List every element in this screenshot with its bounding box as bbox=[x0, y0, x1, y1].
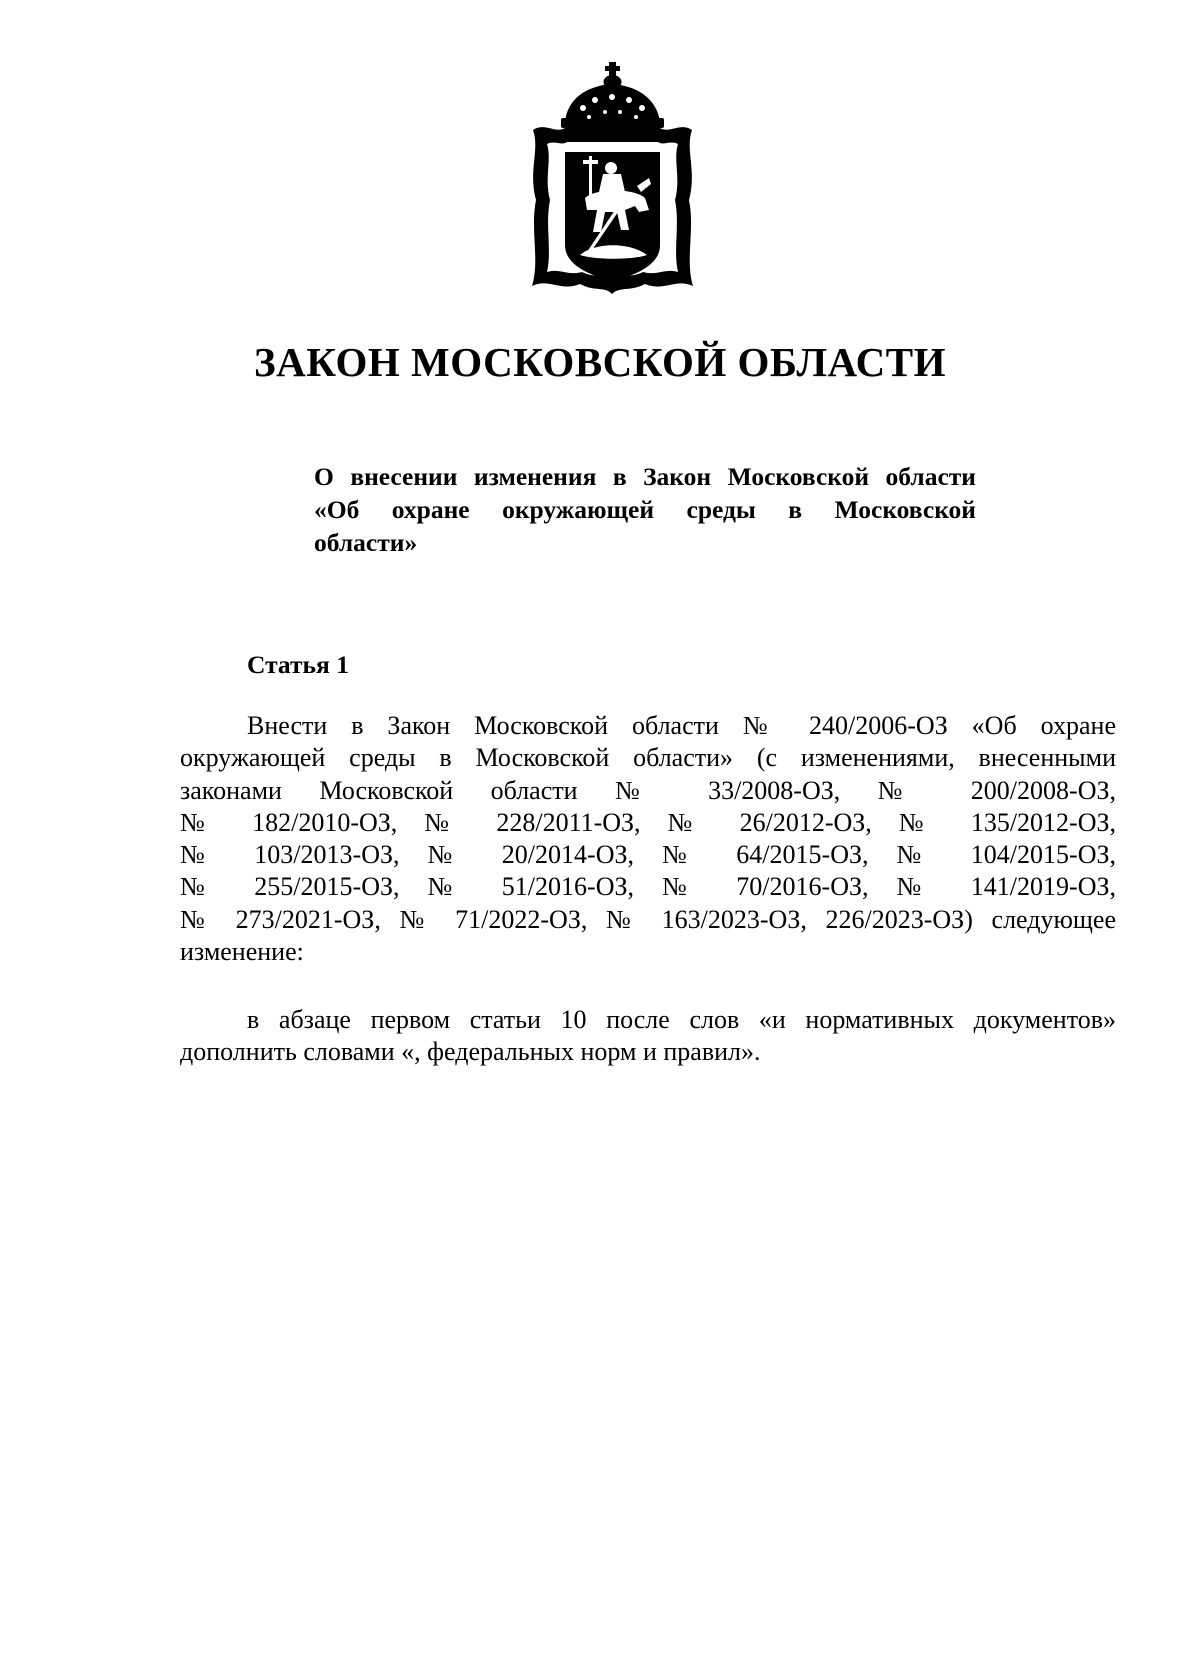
paragraph-line: законами Московской области № 33/2008-ОЗ, № 200/2008-ОЗ, bbox=[180, 775, 1116, 805]
paragraph-line: № 182/2010-ОЗ, № 228/2011-ОЗ, № 26/2012-ОЗ, № 135/2012-ОЗ, bbox=[180, 807, 1116, 837]
article-paragraph bbox=[180, 1004, 1116, 1069]
paragraph-line: в абзаце первом статьи 10 после слов «и нормативных документов» bbox=[247, 1005, 1116, 1034]
paragraph-line: № 103/2013-ОЗ, № 20/2014-ОЗ, № 64/2015-ОЗ, № 104/2015-ОЗ, bbox=[180, 840, 1116, 870]
paragraph-line: Внести в Закон Московской области № 240/2006-ОЗ «Об охране bbox=[247, 711, 1116, 740]
paragraph-line: дополнить словами «, федеральных норм и правил». bbox=[180, 1037, 761, 1067]
law-subject bbox=[314, 460, 976, 559]
paragraph-line: изменение: bbox=[180, 937, 304, 967]
subject-line: О внесении изменения в Закон Московской области bbox=[314, 462, 976, 491]
coat-of-arms-icon bbox=[525, 60, 700, 296]
law-title: ЗАКОН МОСКОВСКОЙ ОБЛАСТИ bbox=[254, 339, 946, 385]
subject-line: «Об охране окружающей среды в Московской bbox=[314, 495, 976, 524]
paragraph-line: окружающей среды в Московской области» (с изменениями, внесенными bbox=[180, 743, 1116, 773]
subject-line: области» bbox=[314, 528, 418, 557]
paragraph-line: № 255/2015-ОЗ, № 51/2016-ОЗ, № 70/2016-ОЗ, № 141/2019-ОЗ, bbox=[180, 872, 1116, 902]
article-paragraph bbox=[180, 710, 1116, 968]
article-heading: Статья 1 bbox=[247, 650, 349, 679]
paragraph-line: № 273/2021-ОЗ, № 71/2022-ОЗ, № 163/2023-ОЗ, 226/2023-ОЗ) следующее bbox=[180, 904, 1116, 934]
